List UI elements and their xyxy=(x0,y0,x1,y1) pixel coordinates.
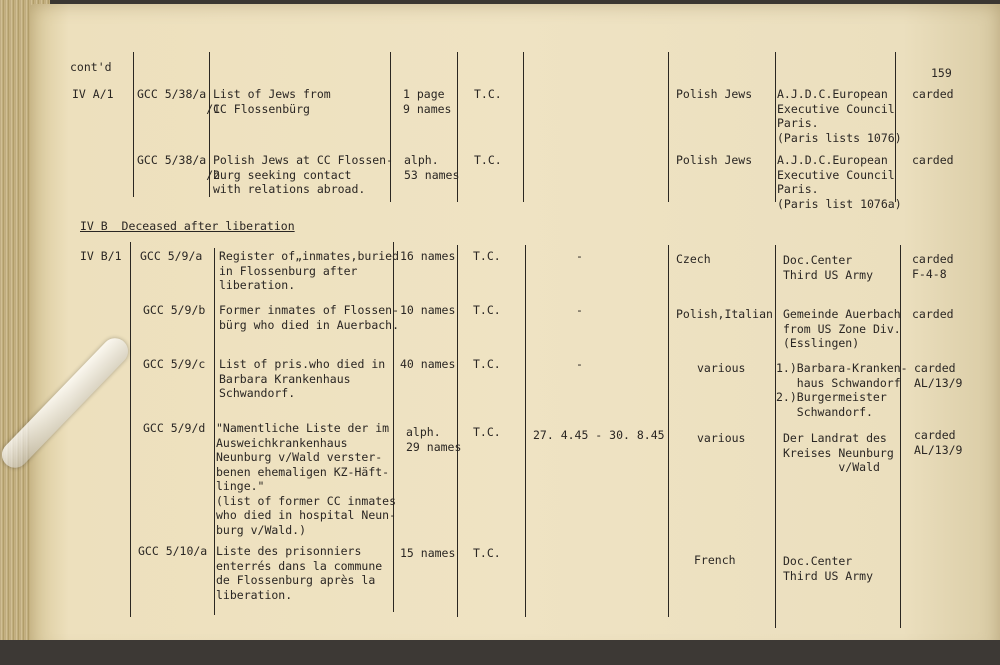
row-size: 16 names xyxy=(400,249,456,263)
row-dates: - xyxy=(576,303,583,317)
row-title: Polish Jews at CC Flossen- burg seeking contact with relations abroad. xyxy=(213,153,394,196)
column-rule xyxy=(214,248,215,615)
row-title: "Namentliche Liste der im Ausweichkrankenhaus Neunburg v/Wald verster- benen ehemaligen KZ-Häft- linge." (list of former CC inmates who died in hospital Neun- burg v/Wald.) xyxy=(216,421,397,537)
row-form: T.C. xyxy=(473,357,501,371)
column-rule xyxy=(523,52,524,202)
row-form: T.C. xyxy=(474,153,502,167)
row-status: carded xyxy=(912,87,954,101)
row-code: GCC 5/9/d xyxy=(143,421,206,435)
row-form: T.C. xyxy=(473,546,501,560)
row-nationality: various xyxy=(697,361,746,375)
row-form: T.C. xyxy=(473,303,501,317)
row-source: Gemeinde Auerbach from US Zone Div. (Esslingen) xyxy=(783,307,901,350)
row-ref: IV B/1 xyxy=(80,249,122,263)
row-size: alph. 53 names xyxy=(404,153,460,182)
continued-label: cont'd xyxy=(70,60,112,74)
page-number: 159 xyxy=(931,66,952,80)
row-code: GCC 5/9/a xyxy=(140,249,203,263)
column-rule xyxy=(668,52,669,202)
column-rule xyxy=(668,245,669,617)
row-nationality: various xyxy=(697,431,746,445)
row-source: A.J.D.C.European Executive Council Paris. (Paris list 1076a) xyxy=(777,153,902,211)
row-form: T.C. xyxy=(474,87,502,101)
column-rule xyxy=(775,52,776,202)
column-rule xyxy=(525,245,526,617)
row-source: Doc.Center Third US Army xyxy=(783,253,874,282)
row-nationality: Polish,Italian xyxy=(676,307,773,321)
row-code: GCC 5/38/a /1 xyxy=(137,87,221,116)
row-source: 1.)Barbara-Kranken- haus Schwandorf 2.)Burgermeister Schwandorf. xyxy=(776,361,908,419)
row-code: GCC 5/38/a /2 xyxy=(137,153,221,182)
row-size: 40 names xyxy=(400,357,456,371)
column-rule xyxy=(775,245,776,628)
row-code: GCC 5/9/c xyxy=(143,357,206,371)
row-title: Liste des prisonniers enterrés dans la commune de Flossenburg après la liberation. xyxy=(216,544,383,602)
row-nationality: French xyxy=(694,553,736,567)
row-size: 10 names xyxy=(400,303,456,317)
row-source: A.J.D.C.European Executive Council Paris. (Paris lists 1076) xyxy=(777,87,902,145)
row-title: Register of„inmates,buried in Flossenburg after liberation. xyxy=(219,249,400,292)
row-dates: - xyxy=(576,357,583,371)
row-dates: - xyxy=(576,249,583,263)
row-ref: IV A/1 xyxy=(72,87,114,101)
row-size: 1 page 9 names xyxy=(403,87,452,116)
column-rule xyxy=(130,242,131,617)
row-size: alph. 29 names xyxy=(406,425,462,454)
row-status: carded xyxy=(912,153,954,167)
row-dates: 27. 4.45 - 30. 8.45 xyxy=(533,428,665,442)
row-nationality: Czech xyxy=(676,252,711,266)
binding-shadow xyxy=(0,640,1000,665)
column-rule xyxy=(133,52,134,197)
row-status: carded F-4-8 xyxy=(912,252,954,281)
row-size: 15 names xyxy=(400,546,456,560)
row-title: List of Jews from CC Flossenbürg xyxy=(213,87,331,116)
row-code: GCC 5/9/b xyxy=(143,303,206,317)
row-status: carded AL/13/9 xyxy=(914,428,963,457)
row-form: T.C. xyxy=(473,425,501,439)
row-nationality: Polish Jews xyxy=(676,153,753,167)
row-title: Former inmates of Flossen- bürg who died in Auerbach. xyxy=(219,303,400,332)
row-status: carded xyxy=(912,307,954,321)
row-source: Der Landrat des Kreises Neunburg v/Wald xyxy=(783,431,894,474)
row-status: carded AL/13/9 xyxy=(914,361,963,390)
row-form: T.C. xyxy=(473,249,501,263)
column-rule xyxy=(900,245,901,628)
row-source: Doc.Center Third US Army xyxy=(783,554,874,583)
section-heading: IV B Deceased after liberation xyxy=(80,219,295,233)
row-title: List of pris.who died in Barbara Krankenhaus Schwandorf. xyxy=(219,357,386,400)
row-nationality: Polish Jews xyxy=(676,87,753,101)
row-code: GCC 5/10/a xyxy=(138,544,208,558)
